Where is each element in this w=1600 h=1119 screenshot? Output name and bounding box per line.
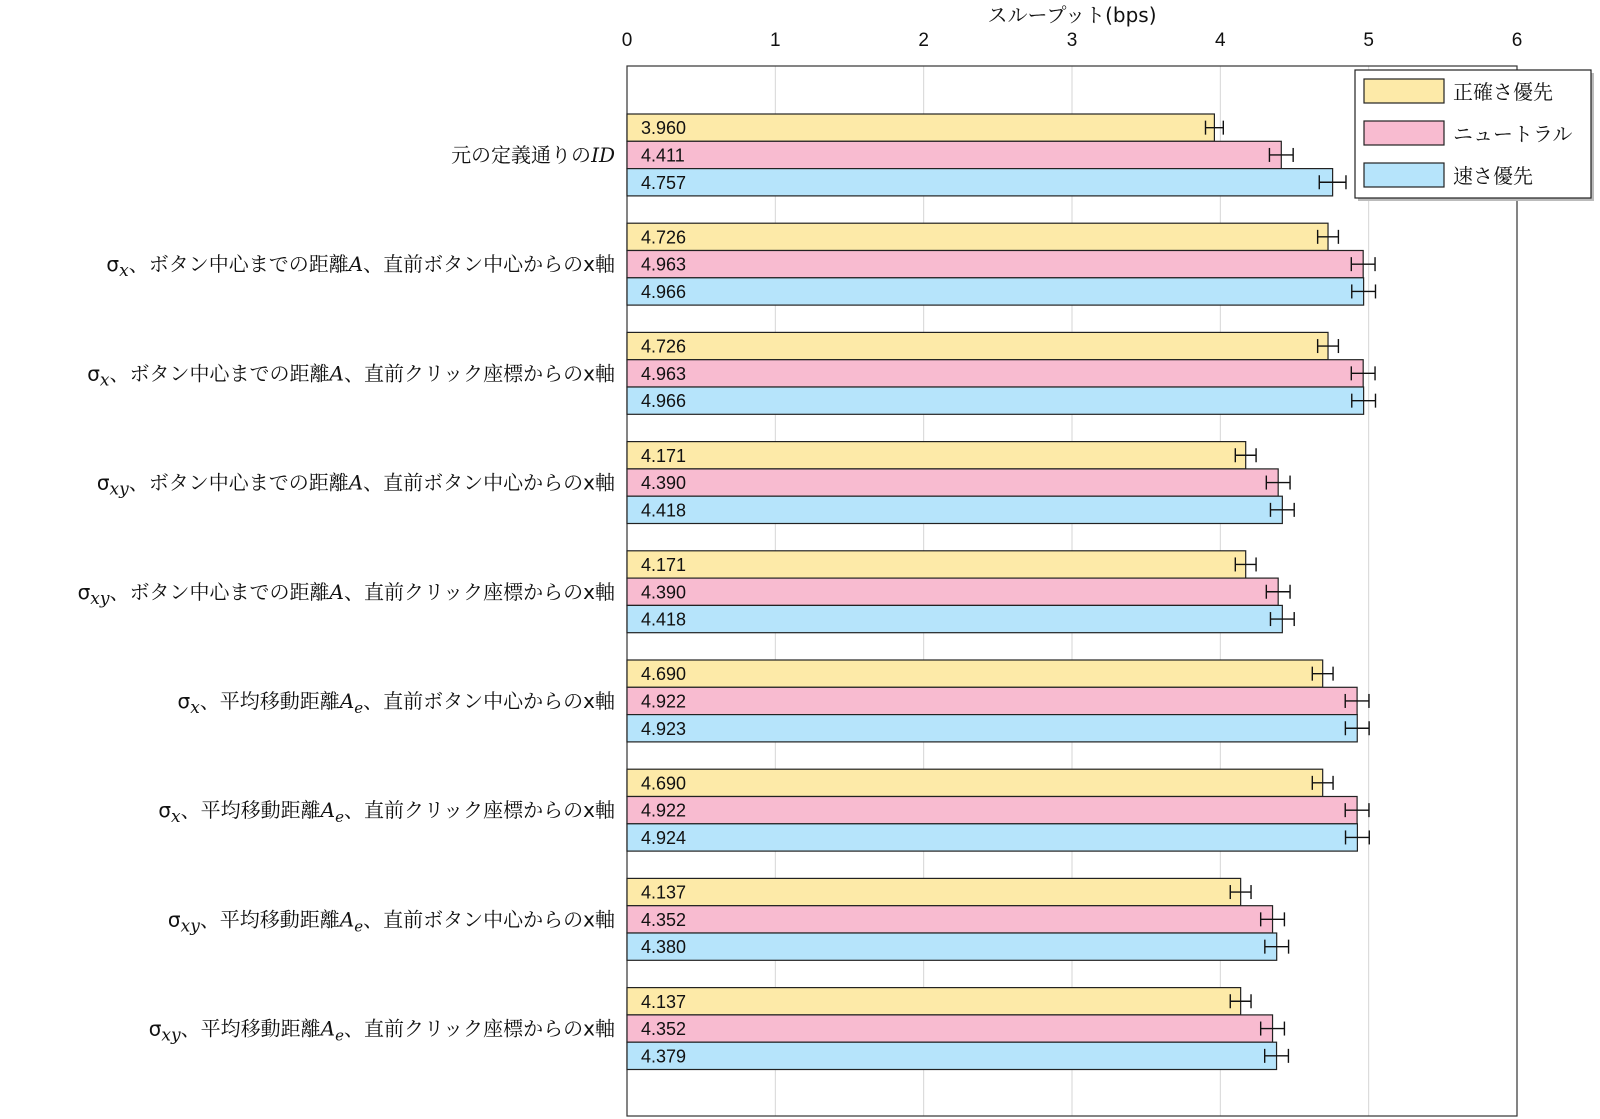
legend-label: ニュートラル <box>1453 122 1573 146</box>
bar <box>627 496 1282 523</box>
bar-value-label: 4.352 <box>641 909 687 930</box>
x-tick-label: 3 <box>1066 30 1078 51</box>
bar-value-label: 4.137 <box>641 991 687 1012</box>
bar <box>627 878 1241 905</box>
x-tick-label: 1 <box>770 30 781 51</box>
category-label: $\sigma_x$、ボタン中心までの距離A、直前ボタン中心からのx軸 <box>106 252 615 282</box>
legend <box>1355 70 1594 201</box>
bar <box>627 442 1246 469</box>
bar <box>627 824 1357 851</box>
bar-value-label: 4.379 <box>641 1046 687 1067</box>
bar <box>627 933 1277 960</box>
bar <box>627 578 1278 605</box>
bar-value-label: 4.922 <box>641 691 687 712</box>
bar <box>627 223 1328 250</box>
bar-value-label: 4.171 <box>641 554 687 575</box>
x-tick-label: 4 <box>1215 30 1226 51</box>
x-tick-label: 0 <box>621 30 633 51</box>
legend-label: 速さ優先 <box>1453 164 1533 188</box>
bar <box>627 660 1323 687</box>
bar-value-label: 4.963 <box>641 363 687 384</box>
bar <box>627 551 1246 578</box>
bar-value-label: 4.418 <box>641 609 687 630</box>
x-tick-label: 5 <box>1363 30 1374 51</box>
bar-value-label: 4.757 <box>641 172 687 193</box>
bar-value-label: 4.966 <box>641 391 687 412</box>
bar <box>627 687 1357 714</box>
bar <box>627 332 1328 359</box>
category-label: $\sigma_{xy}$、ボタン中心までの距離A、直前ボタン中心からのx軸 <box>96 470 615 500</box>
category-label: $\sigma_{xy}$、平均移動距離$A_e$、直前ボタン中心からのx軸 <box>167 907 615 937</box>
bar-value-label: 4.726 <box>641 336 687 357</box>
bar <box>627 387 1364 414</box>
bar <box>627 715 1357 742</box>
bar <box>627 469 1278 496</box>
bar <box>627 988 1241 1015</box>
bar <box>627 169 1333 196</box>
bar-value-label: 4.690 <box>641 664 687 685</box>
x-tick-label: 6 <box>1511 30 1523 51</box>
bar <box>627 360 1363 387</box>
bar <box>627 1015 1273 1042</box>
bar-value-label: 4.966 <box>641 281 687 302</box>
category-labels <box>78 143 615 1046</box>
bar <box>627 114 1214 141</box>
bar-value-label: 4.726 <box>641 227 687 248</box>
category-label: $\sigma_x$、平均移動距離$A_e$、直前クリック座標からのx軸 <box>158 798 615 828</box>
bar-value-label: 4.390 <box>641 582 687 603</box>
bar-value-label: 3.960 <box>641 118 687 139</box>
bar-value-label: 4.137 <box>641 882 687 903</box>
bar <box>627 278 1364 305</box>
legend-swatch <box>1364 121 1444 145</box>
bar-value-label: 4.380 <box>641 937 687 958</box>
category-label: $\sigma_{xy}$、ボタン中心までの距離A、直前クリック座標からのx軸 <box>77 579 615 609</box>
bar-value-label: 4.390 <box>641 473 687 494</box>
bar <box>627 906 1273 933</box>
category-label: 元の定義通りのID <box>451 142 615 167</box>
category-label: $\sigma_{xy}$、平均移動距離$A_e$、直前クリック座標からのx軸 <box>148 1016 615 1046</box>
legend-swatch <box>1364 163 1444 187</box>
bar <box>627 251 1363 278</box>
bar-value-label: 4.924 <box>641 827 687 848</box>
legend-label: 正確さ優先 <box>1453 80 1553 104</box>
bar-value-label: 4.922 <box>641 800 687 821</box>
bar-value-label: 4.690 <box>641 773 687 794</box>
legend-swatch <box>1364 79 1444 103</box>
bar <box>627 797 1357 824</box>
bar <box>627 1042 1277 1069</box>
bar-value-label: 4.411 <box>641 145 685 166</box>
x-tick-label: 2 <box>918 30 929 51</box>
bar-value-label: 4.171 <box>641 445 687 466</box>
bar-value-label: 4.963 <box>641 254 687 275</box>
bar <box>627 605 1282 632</box>
bar-value-label: 4.923 <box>641 718 687 739</box>
x-axis-title: スループット(bps) <box>987 3 1157 27</box>
bar-value-label: 4.352 <box>641 1019 687 1040</box>
category-label: $\sigma_x$、平均移動距離$A_e$、直前ボタン中心からのx軸 <box>177 688 615 718</box>
bar-value-label: 4.418 <box>641 500 687 521</box>
bar <box>627 769 1323 796</box>
bars <box>627 114 1375 1070</box>
category-label: $\sigma_x$、ボタン中心までの距離A、直前クリック座標からのx軸 <box>87 361 615 391</box>
bar <box>627 141 1281 168</box>
